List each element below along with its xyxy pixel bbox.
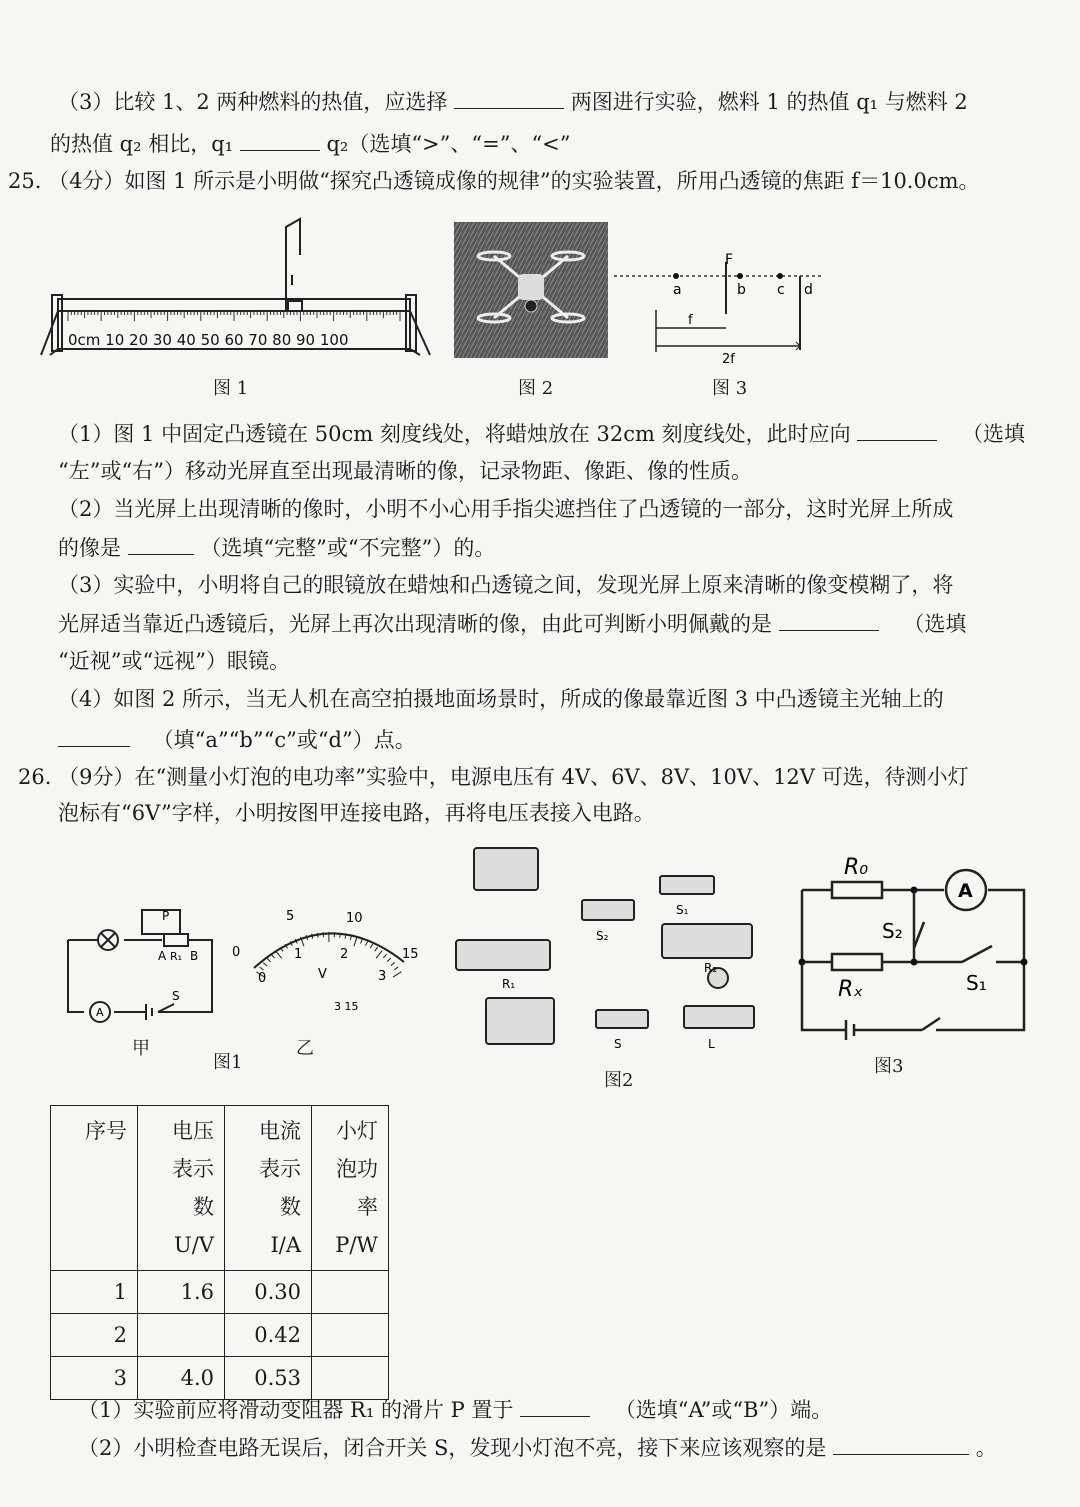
resistor-Rx-icon [832, 954, 882, 970]
q26-p1-hint: （选填“A”或“B”）端。 [614, 1398, 833, 1422]
q24-text-a: （3）比较 1、2 两种燃料的热值，应选择 [58, 90, 448, 114]
switch-S-blade [922, 1018, 940, 1030]
label-b: b [737, 282, 746, 298]
dial-tick [271, 954, 274, 958]
fig3-caption: 图 3 [712, 378, 748, 399]
dial-tick [260, 967, 264, 970]
header-text: P/W [335, 1233, 378, 1257]
dial-tick [361, 939, 363, 944]
tick-inner-1: 1 [294, 947, 303, 962]
header-text: U/V [174, 1233, 214, 1257]
voltmeter-dial-figure [228, 906, 428, 1016]
answer-blank[interactable] [779, 608, 879, 631]
dial-tick [387, 958, 391, 961]
q26-fig2-caption: 图2 [604, 1070, 634, 1091]
q25-p1-line1 [58, 418, 1025, 449]
dial-tick [354, 937, 357, 946]
label-S1-fig3: S₁ [966, 971, 987, 995]
header-text: 数 [280, 1195, 301, 1219]
header-text: 表示 [259, 1157, 301, 1181]
table-cell-blank[interactable] [312, 1314, 389, 1357]
q25-p3-line3: “近视”或“远视”）眼镜。 [58, 649, 290, 673]
label-R0: R₀ [844, 855, 869, 880]
label-d: d [804, 282, 813, 298]
q25-p4-line2 [58, 724, 416, 755]
switch-S1-blade [962, 946, 992, 962]
label-yi: 乙 [296, 1038, 314, 1059]
q26-stem-line1 [18, 762, 969, 792]
circuit-fig3 [796, 850, 1036, 1050]
components-figure [446, 844, 776, 1066]
point-b [737, 273, 743, 279]
q25-p3-text: 光屏适当靠近凸透镜后，光屏上再次出现清晰的像，由此可判断小明佩戴的是 [58, 612, 772, 636]
q25-p3-line1: （3）实验中，小明将自己的眼镜放在蜡烛和凸透镜之间，发现光屏上原来清晰的像变模糊了，将 [58, 573, 954, 597]
drone-photo [454, 222, 608, 358]
dial-tick [376, 950, 382, 958]
label-2f: 2f [722, 352, 735, 367]
meter-terminal-label: 3 15 [334, 1000, 359, 1013]
resistor-R0-icon [832, 882, 882, 898]
header-text: 序号 [85, 1119, 127, 1143]
lamp-holder-icon [684, 1006, 754, 1028]
dial-tick [276, 951, 282, 959]
header-text: 泡功 [336, 1157, 378, 1181]
tick-inner-3: 3 [378, 969, 387, 984]
label-R2-device: R₂ [704, 961, 718, 975]
label-L: L [708, 1037, 715, 1051]
label-B-end: B [190, 949, 199, 963]
label-S1: S₁ [676, 903, 689, 917]
label-A-end: A [158, 949, 167, 963]
q24-part3-line1 [58, 86, 968, 117]
q26-p1-text: （1）实验前应将滑动变阻器 R₁ 的滑片 P 置于 [78, 1398, 514, 1422]
label-A-meter: A [958, 880, 973, 902]
point-c [777, 273, 783, 279]
table-cell: 0.30 [225, 1271, 312, 1314]
tick-inner-0: 0 [258, 971, 267, 986]
q25-p3-hint: （选填 [903, 612, 967, 636]
q24-text-c: 的热值 q₂ 相比，q₁ [50, 132, 234, 156]
q25-p2-line2 [58, 532, 495, 563]
ruler-scale-label: 0cm 10 20 30 40 50 60 70 80 90 100 [68, 331, 349, 349]
dial-tick [312, 934, 313, 939]
answer-blank[interactable] [128, 532, 194, 555]
dial-tick [267, 958, 271, 961]
header-text: 数 [193, 1195, 214, 1219]
question-number: 25. [8, 169, 42, 193]
tick-outer-10: 10 [346, 911, 363, 926]
data-table [50, 1105, 389, 1400]
header-text: 电流 [259, 1119, 301, 1143]
header-text: 率 [357, 1195, 378, 1219]
dial-tick [365, 941, 367, 945]
label-P: P [162, 909, 170, 923]
fig2-caption: 图 2 [518, 378, 554, 399]
label-S2: S₂ [596, 929, 609, 943]
label-S2-fig3: S₂ [882, 919, 903, 943]
q25-p2-text: 的像是 [58, 536, 121, 560]
rheostat-r1-icon [456, 940, 550, 970]
q25-p2-hint: （选填“完整”或“不完整”）的。 [200, 536, 496, 560]
header-voltage [138, 1106, 225, 1271]
q24-text-b: 两图进行实验，燃料 1 的热值 q₁ 与燃料 2 [570, 90, 968, 114]
table-cell: 0.42 [225, 1314, 312, 1357]
q26-fig1-caption: 图1 [213, 1052, 243, 1073]
question-stem: （4分）如图 1 所示是小明做“探究凸透镜成像的规律”的实验装置，所用凸透镜的焦距 f＝10.0cm。 [48, 169, 980, 193]
answer-blank[interactable] [58, 724, 130, 747]
dial-tick [375, 947, 378, 951]
answer-blank[interactable] [857, 418, 937, 441]
label-S-device: S [614, 1037, 622, 1051]
table-cell-blank[interactable] [138, 1314, 225, 1357]
point-a [673, 273, 679, 279]
dial-tick [306, 935, 307, 940]
label-jia: 甲 [132, 1038, 150, 1059]
tick-outer-15: 15 [402, 947, 419, 962]
label-ammeter: A [96, 1006, 104, 1019]
dial-tick [391, 962, 395, 965]
q26-p2 [78, 1432, 997, 1463]
answer-blank[interactable] [520, 1394, 590, 1417]
answer-blank[interactable] [454, 86, 564, 109]
answer-blank[interactable] [833, 1432, 969, 1455]
q25-p1-line2: “左”或“右”）移动光屏直至出现最清晰的像，记录物距、像距、像的性质。 [58, 459, 752, 483]
table-cell: 4.0 [138, 1357, 225, 1400]
q25-p4-hint: （填“a”“b”“c”或“d”）点。 [152, 728, 416, 752]
question-stem: （9分）在“测量小灯泡的电功率”实验中，电源电压有 4V、6V、8V、10V、12V 可选，待测小灯 [58, 765, 969, 789]
meter-unit: V [318, 967, 327, 982]
q24-text-d: q₂（选填“>”、“=”、“<” [326, 132, 571, 156]
light-screen [286, 219, 302, 311]
tick-outer-5: 5 [286, 909, 295, 924]
principal-axis-figure [614, 248, 830, 367]
dial-tick [383, 954, 386, 958]
question-number: 26. [18, 765, 52, 789]
header-text: 表示 [172, 1157, 214, 1181]
tick-outer-0: 0 [232, 945, 241, 960]
q25-p4-line1: （4）如图 2 所示，当无人机在高空拍摄地面场景时，所成的像最靠近图 3 中凸透镜主光轴上的 [58, 687, 944, 711]
q26-p2-text: （2）小明检查电路无误后，闭合开关 S，发现小灯泡不亮，接下来应该观察的是 [78, 1436, 827, 1460]
header-index [51, 1106, 138, 1271]
voltmeter-device-icon [474, 848, 538, 890]
q25-p1-text: （1）图 1 中固定凸透镜在 50cm 刻度线处，将蜡烛放在 32cm 刻度线处，此时应向 [58, 422, 851, 446]
q25-p2-line1: （2）当光屏上出现清晰的像时，小明不小心用手指尖遮挡住了凸透镜的一部分，这时光屏上所成 [58, 497, 954, 521]
table-header-row [51, 1106, 389, 1271]
header-text: 电压 [172, 1119, 214, 1143]
switch-s-icon [596, 1010, 648, 1028]
optical-bench-figure [38, 215, 438, 385]
label-Rx: Rₓ [838, 977, 864, 1002]
table-cell-blank[interactable] [312, 1271, 389, 1314]
q26-p1 [78, 1394, 832, 1425]
drone-icon [454, 222, 608, 358]
header-current [225, 1106, 312, 1271]
dial-tick [263, 963, 267, 966]
table-cell: 1 [51, 1271, 138, 1314]
q26-fig3-caption: 图3 [874, 1056, 904, 1077]
ruler-ticks [68, 311, 400, 321]
table-cell: 0.53 [225, 1357, 312, 1400]
table-cell: 3 [51, 1357, 138, 1400]
table-cell: 1.6 [138, 1271, 225, 1314]
tick-inner-2: 2 [340, 947, 349, 962]
q26-stem-line2: 泡标有“6V”字样，小明按图甲连接电路，再将电压表接入电路。 [58, 801, 655, 825]
circuit-jia-figure [62, 900, 222, 1030]
header-power [312, 1106, 389, 1271]
q25-stem [8, 166, 980, 196]
fig1-caption: 图 1 [213, 378, 249, 399]
q24-part3-line2 [50, 128, 571, 159]
label-f: f [688, 313, 693, 328]
rheostat-r2-icon [662, 924, 752, 958]
switch-S2-blade [914, 922, 924, 948]
q25-p1-hint: （选填 [961, 422, 1025, 446]
table-row [51, 1271, 389, 1314]
answer-blank[interactable] [240, 128, 320, 151]
switch-s2-icon [582, 900, 634, 920]
power-supply-icon [486, 998, 554, 1044]
dial-tick [340, 933, 341, 938]
label-R1: R₁ [170, 950, 183, 963]
dial-tick [394, 967, 398, 970]
dial-tick [317, 933, 318, 938]
label-c: c [777, 282, 785, 298]
switch-s1-icon [660, 876, 714, 894]
dial-tick [393, 972, 401, 977]
label-F: F [725, 252, 734, 268]
label-a: a [673, 282, 682, 298]
q25-p3-line2 [58, 608, 966, 639]
table-cell: 2 [51, 1314, 138, 1357]
header-text: 小灯 [336, 1119, 378, 1143]
table-row [51, 1314, 389, 1357]
header-text: I/A [270, 1233, 301, 1257]
label-R1-device: R₁ [502, 977, 516, 991]
label-S: S [172, 989, 180, 1003]
q26-p2-end: 。 [975, 1436, 997, 1460]
dial-tick [370, 944, 373, 948]
